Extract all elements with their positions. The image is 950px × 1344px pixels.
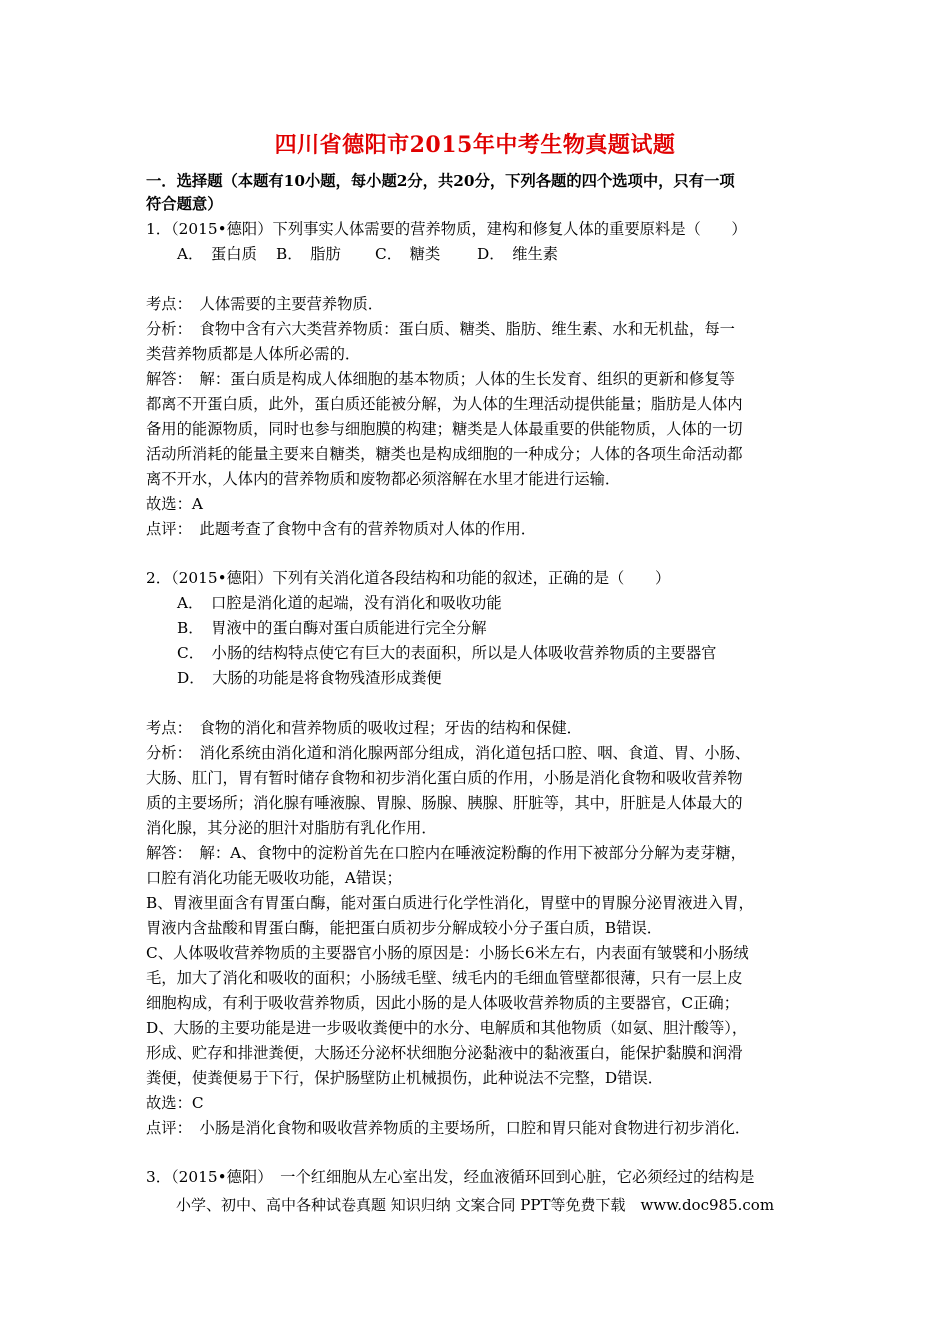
q1-option-c: C． 糖类 [375,245,441,263]
q1-fenxi-line: 分析： 食物中含有六大类营养物质：蛋白质、糖类、脂肪、维生素、水和无机盐，每一 [146,320,735,338]
q3-stem: 3．（2015•德阳） 一个红细胞从左心室出发，经血液循环回到心脏，它必须经过的结构是 [146,1168,755,1186]
q2-option-a: A． 口腔是消化道的起端，没有消化和吸收功能 [177,594,502,612]
section-heading-line-1: 一．选择题（本题有10小题，每小题2分，共20分，下列各题的四个选项中，只有一项 [146,172,735,190]
q2-kaodian: 考点： 食物的消化和营养物质的吸收过程；牙齿的结构和保健． [146,719,582,737]
q1-jieda-line: 备用的能源物质，同时也参与细胞膜的构建；糖类是人体最重要的供能物质，人体的一切 [146,420,743,438]
q1-dianping: 点评： 此题考查了食物中含有的营养物质对人体的作用． [146,520,537,538]
q2-fenxi-line: 质的主要场所；消化腺有唾液腺、胃腺、肠腺、胰腺、肝脏等，其中，肝脏是人体最大的 [146,794,743,812]
q2-option-b: B． 胃液中的蛋白酶对蛋白质能进行完全分解 [177,619,487,637]
q1-option-d: D． 维生素 [477,245,559,263]
q2-jieda-line: 口腔有消化功能无吸收功能，A错误； [146,869,402,887]
q1-option-a: A． 蛋白质 [177,245,257,263]
q2-jieda-line: 毛，加大了消化和吸收的面积；小肠绒毛壁、绒毛内的毛细血管壁都很薄，只有一层上皮 [146,969,743,987]
q2-jieda-line: 粪便，使粪便易于下行，保护肠壁防止机械损伤，此种说法不完整，D错误． [146,1069,664,1087]
q2-jieda-line: B、胃液里面含有胃蛋白酶，能对蛋白质进行化学性消化，胃壁中的胃腺分泌胃液进入胃， [146,894,754,912]
q1-option-b: B． 脂肪 [276,245,341,263]
q2-fenxi-line: 消化腺，其分泌的胆汁对脂肪有乳化作用． [146,819,437,837]
q1-options [177,244,558,264]
page-title: 四川省德阳市2015年中考生物真题试题 [274,132,676,158]
q2-jieda-line: D、大肠的主要功能是进一步吸收粪便中的水分、电解质和其他物质（如氨、胆汁酸等）， [146,1019,748,1037]
q1-jieda-line: 离不开水，人体内的营养物质和废物都必须溶解在水里才能进行运输． [146,470,621,488]
q2-option-d: D． 大肠的功能是将食物残渣形成粪便 [177,669,442,687]
q1-stem: 1．（2015•德阳）下列事实人体需要的营养物质，建构和修复人体的重要原料是（ ） [146,220,747,238]
q1-answer: 故选：A [146,495,203,513]
q2-jieda-line: C、人体吸收营养物质的主要器官小肠的原因是：小肠长6米左右，内表面有皱襞和小肠绒 [146,944,749,962]
q2-fenxi-line: 分析： 消化系统由消化道和消化腺两部分组成，消化道包括口腔、咽、食道、胃、小肠、 [146,744,751,762]
page-footer: 小学、初中、高中各种试卷真题 知识归纳 文案合同 PPT等免费下载 www.doc985.com [175,1196,775,1214]
q2-fenxi-line: 大肠、肛门，胃有暂时储存食物和初步消化蛋白质的作用，小肠是消化食物和吸收营养物 [146,769,743,787]
q2-jieda-line: 胃液内含盐酸和胃蛋白酶，能把蛋白质初步分解成较小分子蛋白质，B错误． [146,919,663,937]
q2-jieda-line: 解答： 解：A、食物中的淀粉首先在口腔内在唾液淀粉酶的作用下被部分分解为麦芽糖， [146,844,746,862]
q2-stem: 2．（2015•德阳）下列有关消化道各段结构和功能的叙述，正确的是（ ） [146,569,671,587]
q1-kaodian: 考点： 人体需要的主要营养物质． [146,295,384,313]
q2-option-c: C． 小肠的结构特点使它有巨大的表面积，所以是人体吸收营养物质的主要器官 [177,644,717,662]
section-heading-line-2: 符合题意） [146,195,223,213]
q2-jieda-line: 形成、贮存和排泄粪便，大肠还分泌杯状细胞分泌黏液中的黏液蛋白，能保护黏膜和润滑 [146,1044,743,1062]
q1-fenxi-line: 类营养物质都是人体所必需的． [146,345,361,363]
q1-jieda-line: 都离不开蛋白质，此外，蛋白质还能被分解，为人体的生理活动提供能量；脂肪是人体内 [146,395,743,413]
q1-jieda-line: 活动所消耗的能量主要来自糖类，糖类也是构成细胞的一种成分；人体的各项生命活动都 [146,445,743,463]
q2-jieda-line: 细胞构成，有利于吸收营养物质，因此小肠的是人体吸收营养物质的主要器官，C正确； [146,994,739,1012]
q1-jieda-line: 解答： 解：蛋白质是构成人体细胞的基本物质；人体的生长发育、组织的更新和修复等 [146,370,735,388]
q2-answer: 故选：C [146,1094,204,1112]
q2-dianping: 点评： 小肠是消化食物和吸收营养物质的主要场所，口腔和胃只能对食物进行初步消化． [146,1119,751,1137]
